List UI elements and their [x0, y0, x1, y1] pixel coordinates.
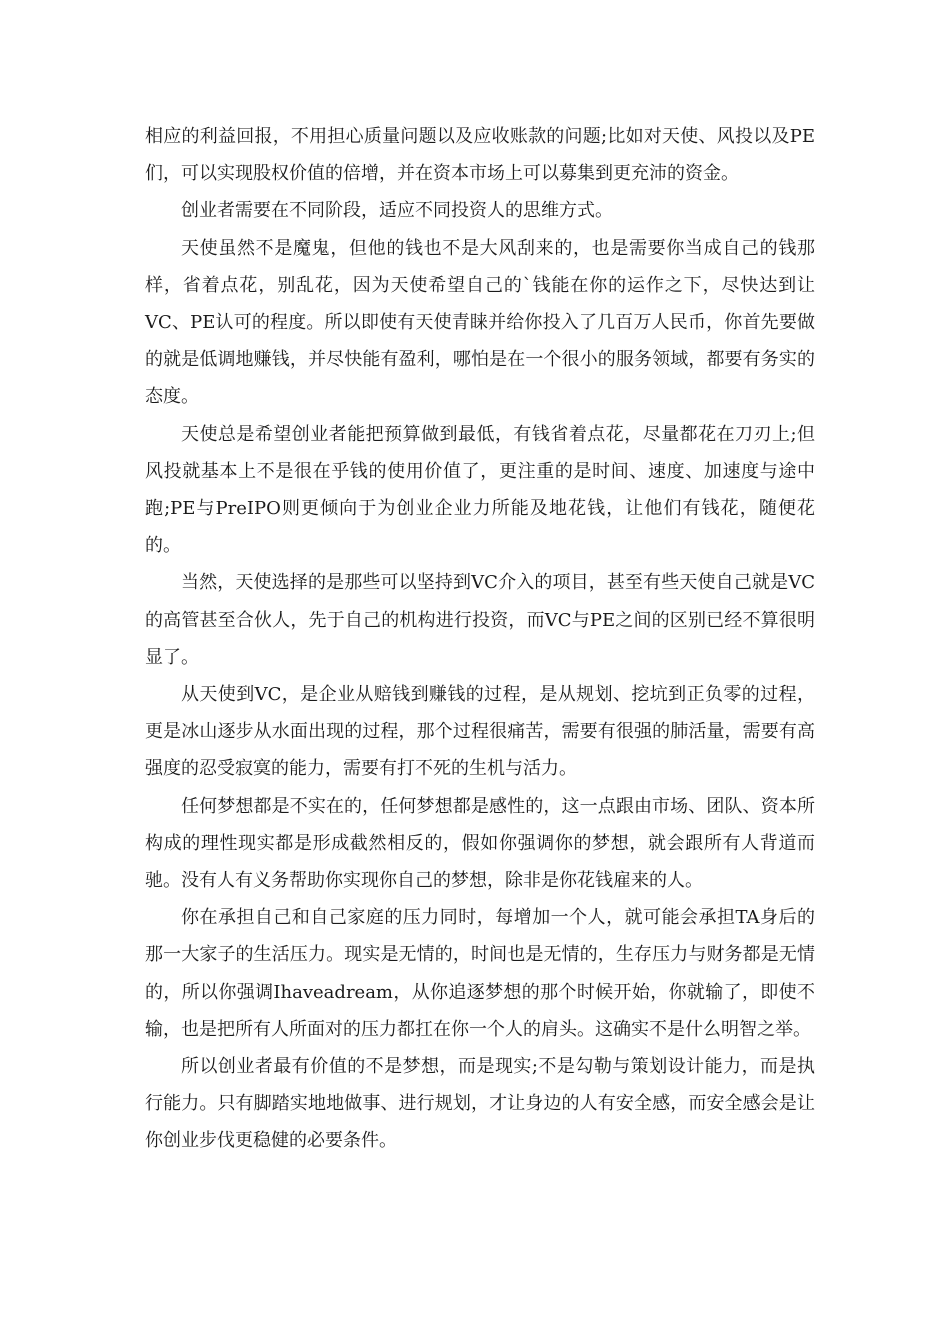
paragraph-7: 任何梦想都是不实在的，任何梦想都是感性的，这一点跟由市场、团队、资本所构成的理性现实都是形成截然相反的，假如你强调你的梦想，就会跟所有人背道而驰。没有人有义务帮助你实现你自己的梦想，除非是你花钱雇来的人。: [145, 795, 815, 892]
paragraph-9: 所以创业者最有价值的不是梦想，而是现实;不是勾勒与策划设计能力，而是执行能力。只有脚踏实地地做事、进行规划，才让身边的人有安全感，而安全感会是让你创业步伐更稳健的必要条件。: [145, 1056, 815, 1152]
paragraph-5: 当然，天使选择的是那些可以坚持到VC介入的项目，甚至有些天使自己就是VC的高管甚至合伙人，先于自己的机构进行投资，而VC与PE之间的区别已经不算很明显了。: [145, 572, 815, 668]
paragraph-1: 相应的利益回报，不用担心质量问题以及应收账款的问题;比如对天使、风投以及PE们，可以实现股权价值的倍增，并在资本市场上可以募集到更充沛的资金。: [145, 126, 815, 185]
paragraph-2: 创业者需要在不同阶段，适应不同投资人的思维方式。: [181, 200, 613, 222]
paragraph-3: 天使虽然不是魔鬼，但他的钱也不是大风刮来的，也是需要你当成自己的钱那样，省着点花，别乱花，因为天使希望自己的`钱能在你的运作之下，尽快达到让VC、PE认可的程度。所以即使有天使青睐并给你投入了几百万人民币，你首先要做的就是低调地赚钱，并尽快能有盈利，哪怕是在一个很小的服务领域，都要有务实的态度。: [145, 237, 815, 408]
document-body: [145, 118, 815, 1160]
paragraph-6: 从天使到VC，是企业从赔钱到赚钱的过程，是从规划、挖坑到正负零的过程，更是冰山逐步从水面出现的过程，那个过程很痛苦，需要有很强的肺活量，需要有高强度的忍受寂寞的能力，需要有打不死的生机与活力。: [145, 684, 815, 780]
paragraph-4: 天使总是希望创业者能把预算做到最低，有钱省着点花，尽量都花在刀刃上;但风投就基本上不是很在乎钱的使用价值了，更注重的是时间、速度、加速度与途中跑;PE与PreIPO则更倾向于为创业企业力所能及地花钱，让他们有钱花，随便花的。: [145, 423, 815, 557]
paragraph-8: 你在承担自己和自己家庭的压力同时，每增加一个人，就可能会承担TA身后的那一大家子的生活压力。现实是无情的，时间也是无情的，生存压力与财务都是无情的，所以你强调Ihaveadream，从你追逐梦想的那个时候开始，你就输了，即使不输，也是把所有人所面对的压力都扛在你一个人的肩头。这确实不是什么明智之举。: [145, 907, 815, 1040]
